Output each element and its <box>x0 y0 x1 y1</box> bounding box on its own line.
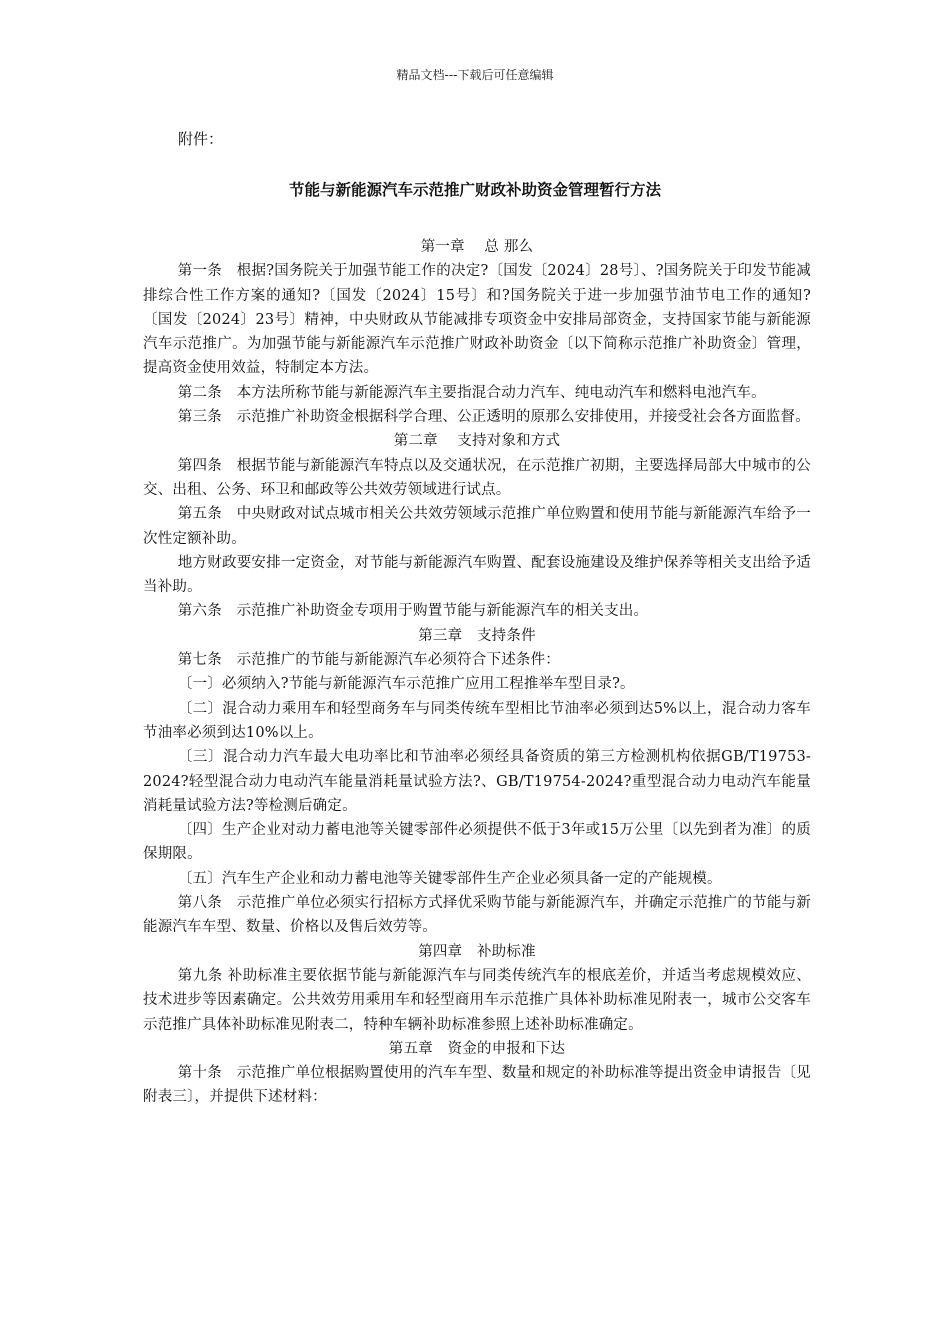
article-paragraph: 第八条 示范推广单位必须实行招标方式择优采购节能与新能源汽车，并确定示范推广的节能与新能源汽车车型、数量、价格以及售后效劳等。 <box>143 895 811 936</box>
chapter-heading: 第三章 支持条件 <box>418 627 536 644</box>
article-paragraph: 第七条 示范推广的节能与新能源汽车必须符合下述条件： <box>177 652 560 669</box>
article-paragraph: 第五条 中央财政对试点城市相关公共效劳领域示范推广单位购置和使用节能与新能源汽车给予一次性定额补助。 <box>143 506 811 547</box>
article-paragraph: 第三条 示范推广补助资金根据科学合理、公正透明的原那么安排使用，并接受社会各方面监督。 <box>177 409 810 426</box>
chapter-heading: 第五章 资金的申报和下达 <box>388 1040 566 1057</box>
page-header: 精品文档---下载后可任意编辑 <box>396 68 554 82</box>
chapter-heading: 第二章 支持对象和方式 <box>393 433 561 450</box>
chapter-heading: 第一章 总 那么 <box>420 239 534 255</box>
article-paragraph: 第二条 本方法所称节能与新能源汽车主要指混合动力汽车、纯电动汽车和燃料电池汽车。 <box>177 384 766 401</box>
document-body <box>143 235 811 1110</box>
article-paragraph: 第四条 根据节能与新能源汽车特点以及交通状况，在示范推广初期，主要选择局部大中城市的公交、出租、公务、环卫和邮政等公共效劳领域进行试点。 <box>143 457 811 498</box>
article-paragraph: 第十条 示范推广单位根据购置使用的汽车车型、数量和规定的补助标准等提出资金申请报告〔见附表三〕，并提供下述材料： <box>143 1065 811 1106</box>
attachment-label: 附件： <box>178 130 224 148</box>
document-title: 节能与新能源汽车示范推广财政补助资金管理暂行方法 <box>288 181 661 199</box>
article-paragraph: 第九条 补助标准主要依据节能与新能源汽车与同类传统汽车的根底差价，并适当考虑规模效应、技术进步等因素确定。公共效劳用乘用车和轻型商用车示范推广具体补助标准见附表一，城市公交客车示范推广具体补助标准见附表二，特种车辆补助标准参照上述补助标准确定。 <box>143 967 811 1033</box>
list-item-paragraph: 〔三〕混合动力汽车最大电功率比和节油率必须经具备资质的第三方检测机构依据GB/T19753-2024?轻型混合动力电动汽车能量消耗量试验方法?、GB/T19754-2024?重型混合动力电动汽车能量消耗量试验方法?等检测后确定。 <box>143 749 811 814</box>
article-paragraph: 第六条 示范推广补助资金专项用于购置节能与新能源汽车的相关支出。 <box>177 603 649 620</box>
list-item-paragraph: 〔二〕混合动力乘用车和轻型商务车与同类传统车型相比节油率必须到达5%以上，混合动力客车节油率必须到达10%以上。 <box>143 700 811 741</box>
list-item-paragraph: 〔一〕必须纳入?节能与新能源汽车示范推广应用工程推举车型目录?。 <box>177 676 635 693</box>
list-item-paragraph: 〔五〕汽车生产企业和动力蓄电池等关键零部件生产企业必须具备一定的产能规模。 <box>177 870 722 887</box>
article-paragraph: 地方财政要安排一定资金，对节能与新能源汽车购置、配套设施建设及维护保养等相关支出给予适当补助。 <box>143 554 811 596</box>
chapter-heading: 第四章 补助标准 <box>418 943 536 960</box>
article-paragraph: 第一条 根据?国务院关于加强节能工作的决定?〔国发〔2024〕28号〕、?国务院关于印发节能减排综合性工作方案的通知?〔国发〔2024〕15号〕和?国务院关于进一步加强节油节电工作的通知?〔国发〔2024〕23号〕精神，中央财政从节能减排专项资金中安排局部资金，支持国家节能与新能源汽车示范推广。为加强节能与新能源汽车示范推广财政补助资金〔以下简称示范推广补助资金〕管理，提高资金使用效益，特制定本方法。 <box>143 263 811 377</box>
list-item-paragraph: 〔四〕生产企业对动力蓄电池等关键零部件必须提供不低于3年或15万公里〔以先到者为准〕的质保期限。 <box>143 822 811 863</box>
